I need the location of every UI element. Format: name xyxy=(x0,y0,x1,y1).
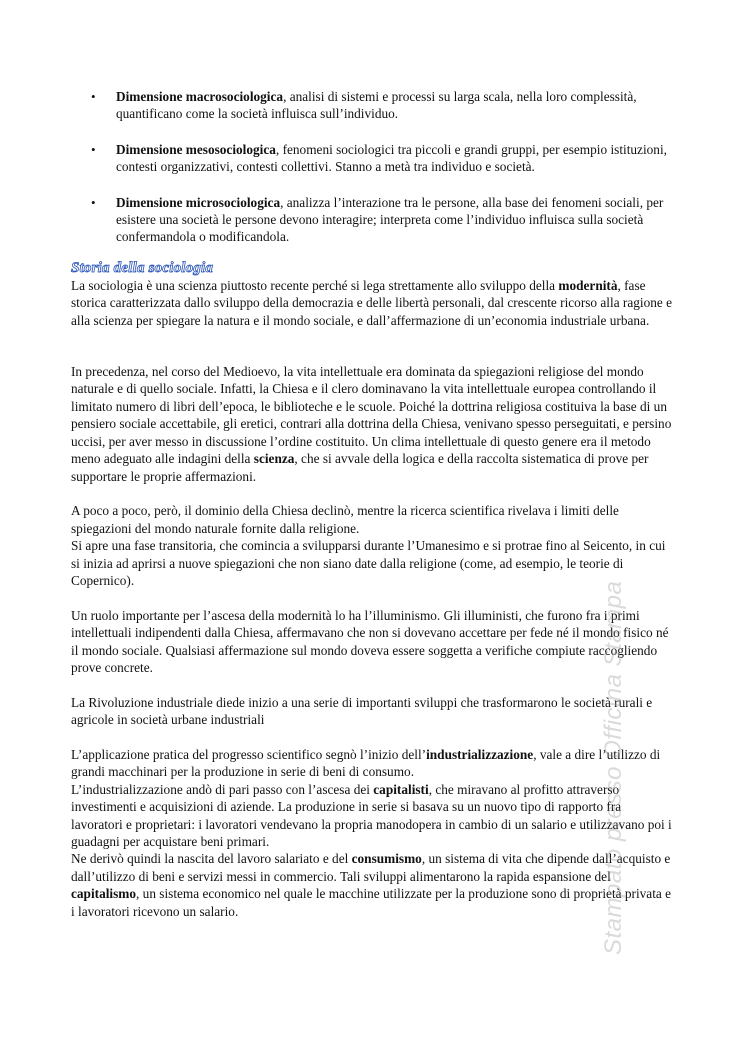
paragraph-modernita: La sociologia è una scienza piuttosto recente perché si lega strettamente allo sviluppo della modernità, fase storica caratterizzata dallo sviluppo della democrazia e delle libertà personali, dal crescente ricorso alla ragione e alla scienza per spiegare la natura e il mondo sociale, e dall’affermazione di un’economia industriale urbana. xyxy=(71,277,673,328)
paragraph-umanesimo: Si apre una fase transitoria, che comincia a svilupparsi durante l’Umanesimo e si protrae fino al Seicento, in cui si inizia ad aprirsi a nuove spiegazioni che non siano date dalla religione (come, ad esempio, le teorie di Copernico). xyxy=(71,538,666,588)
list-item xyxy=(71,141,675,176)
list-item xyxy=(71,88,675,123)
bullet-icon: • xyxy=(91,141,96,157)
term: Dimensione mesosociologica xyxy=(116,141,276,157)
paragraph-illuminismo: Un ruolo importante per l’ascesa della modernità lo ha l’illuminismo. Gli illuministi, che furono fra i primi intellettuali indipendenti dalla Chiesa, affermavano che non si dovevano accettare per fede né il mondo fisico né il mondo sociale. Qualsiasi affermazione sul mondo doveva essere soggetta a verifiche compiute raccogliendo prove concrete. xyxy=(71,607,669,675)
paragraph-medioevo: In precedenza, nel corso del Medioevo, la vita intellettuale era dominata da spiegazioni religiose del mondo naturale e di quello sociale. Infatti, la Chiesa e il clero dominavano la vita intellettuale europea controllando il limitato numero di libri dell’epoca, le biblioteche e le scuole. Poiché la dottrina religiosa costituiva la base di un pensiero sociale accettabile, gli eretici, contrari alla dottrina della Chiesa, venivano spesso perseguitati, e persino uccisi, per aver messo in discussione l’ordine costituito. Un clima intellettuale di questo genere era il metodo meno adeguato alle indagini della scienza, che si avvale della logica e della raccolta sistematica di prove per supportare le proprie affermazioni. xyxy=(71,364,672,484)
list-item xyxy=(71,194,675,246)
paragraph-consumismo: Ne derivò quindi la nascita del lavoro salariato e del consumismo, un sistema di vita che dipende dall’acquisto e dall’utilizzo di beni e servizi messi in commercio. Tali sviluppi alimentarono la rapida espansione del capitalismo, un sistema economico nel quale le macchine utilizzate per la produzione sono di proprietà privata e i lavoratori ricevono un salario. xyxy=(71,851,672,919)
paragraph-capitalisti: L’industrializzazione andò di pari passo con l’ascesa dei capitalisti, che miravano al profitto attraverso investimenti e acquisizioni di aziende. La produzione in serie si basava su un nuovo tipo di rapporto fra lavoratori e proprietari: i lavoratori vendevano la propria manodopera in cambio di un salario e utilizzavano poi i guadagni per acquistare beni primari. xyxy=(71,781,672,849)
watermark: Stampato presso Officina Stampa xyxy=(600,580,627,955)
definition: , fenomeni sociologici tra piccoli e grandi gruppi, per esempio istituzioni, contesti organizzativi, contesti collettivi. Stanno a metà tra individuo e società. xyxy=(116,141,667,175)
paragraph-industrializzazione: L’applicazione pratica del progresso scientifico segnò l’inizio dell’industrializzazione, vale a dire l’utilizzo di grandi macchinari per la produzione in serie di beni di consumo. xyxy=(71,746,661,780)
dimensions-list xyxy=(71,88,675,246)
definition: , analizza l’interazione tra le persone, alla base dei fenomeni sociali, per esistere una società le persone devono interagire; interpreta come l’individuo influisca sulla società confermandola o modificandola. xyxy=(116,194,664,245)
section-heading: Storia della sociologia xyxy=(71,259,214,276)
bullet-icon: • xyxy=(91,89,96,104)
bullet-icon: • xyxy=(91,194,96,210)
paragraph-declino-chiesa: A poco a poco, però, il dominio della Chiesa declinò, mentre la ricerca scientifica rivelava i limiti delle spiegazioni del mondo naturale fornite dalla religione. xyxy=(71,503,619,536)
definition: , analisi di sistemi e processi su larga scala, nella loro complessità, quantificano come la società influisca sull’individuo. xyxy=(116,89,637,122)
paragraph-rivoluzione-industriale: La Rivoluzione industriale diede inizio a una serie di importanti sviluppi che trasformarono le società rurali e agricole in società urbane industriali xyxy=(71,694,653,728)
document-page xyxy=(71,88,675,920)
term: Dimensione microsociologica xyxy=(116,194,281,210)
term: Dimensione macrosociologica xyxy=(116,89,284,104)
